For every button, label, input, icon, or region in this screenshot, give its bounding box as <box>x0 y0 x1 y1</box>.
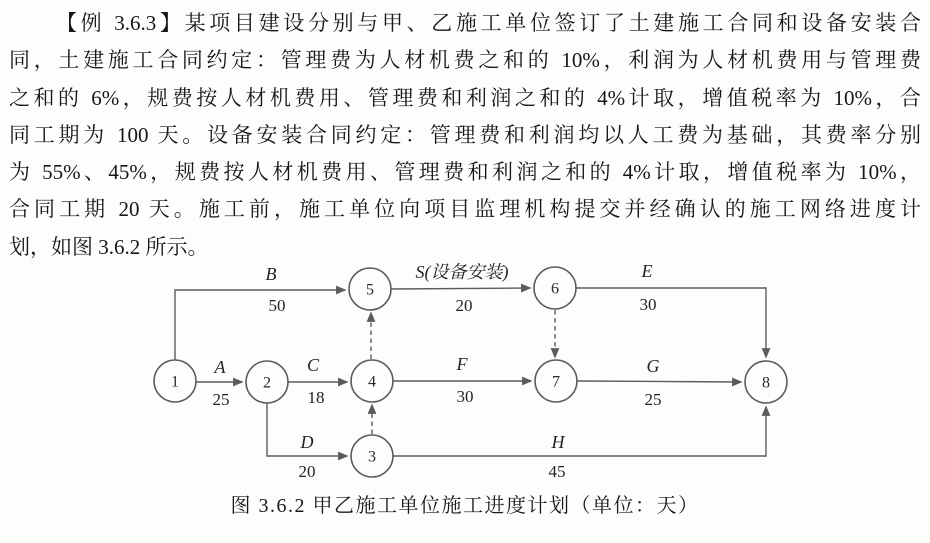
network-diagram <box>0 253 930 493</box>
edge-duration-C: 18 <box>307 388 325 407</box>
figure-caption: 图 3.6.2 甲乙施工单位施工进度计划（单位：天） <box>230 495 700 517</box>
edge-duration-D: 20 <box>298 462 316 481</box>
edge-duration-G: 25 <box>644 390 662 409</box>
edge-duration-A: 25 <box>212 390 230 409</box>
paragraph-line: 为 55%、45%，规费按人材机费用、管理费和利润之和的 4%计取，增值税率为 10%， <box>9 160 921 185</box>
edge-S <box>391 288 530 289</box>
node-number-1: 1 <box>171 373 179 391</box>
paragraph-line: 同工期为 100 天。设备安装合同约定：管理费和利润均以人工费为基础，其费率分别 <box>9 122 921 147</box>
edge-label-E: E <box>641 261 653 281</box>
edge-duration-S: 20 <box>455 296 473 315</box>
node-number-2: 2 <box>263 374 271 392</box>
edge-label-A: A <box>214 357 226 377</box>
edge-duration-B: 50 <box>268 296 286 315</box>
node-number-3: 3 <box>368 448 376 466</box>
node-number-6: 6 <box>551 280 559 298</box>
edge-label-C: C <box>306 355 320 375</box>
edge-label-B: B <box>265 264 277 284</box>
paragraph-line: 之和的 6%，规费按人材机费用、管理费和利润之和的 4%计取，增值税率为 10%，合 <box>9 85 921 110</box>
network-diagram-container <box>0 253 930 493</box>
edge-duration-E: 30 <box>639 295 657 314</box>
node-number-4: 4 <box>368 373 376 391</box>
example-paragraph <box>9 5 921 266</box>
paragraph-line: 同，土建施工合同约定：管理费为人材机费之和的 10%，利润为人材机费用与管理费 <box>9 48 921 73</box>
edge-duration-F: 30 <box>456 387 474 406</box>
node-number-5: 5 <box>366 281 374 299</box>
paragraph-line: 合同工期 20 天。施工前，施工单位向项目监理机构提交并经确认的施工网络进度计 <box>9 197 921 222</box>
paragraph-line: 划，如图 3.6.2 所示。 <box>9 234 209 259</box>
paragraph-line: 【例 3.6.3】某项目建设分别与甲、乙施工单位签订了土建施工合同和设备安装合 <box>56 11 921 35</box>
edge-E <box>576 288 766 357</box>
edge-label-S: S(设备安装) <box>415 262 509 282</box>
edge-G <box>577 381 741 382</box>
edge-label-F: F <box>456 354 468 374</box>
edge-label-G: G <box>646 356 660 376</box>
edge-label-D: D <box>300 432 314 452</box>
edge-label-H: H <box>551 432 565 452</box>
edge-duration-H: 45 <box>548 462 566 481</box>
node-number-8: 8 <box>762 374 770 392</box>
node-number-7: 7 <box>552 373 560 391</box>
edge-H <box>393 407 766 456</box>
edge-B <box>175 290 345 360</box>
